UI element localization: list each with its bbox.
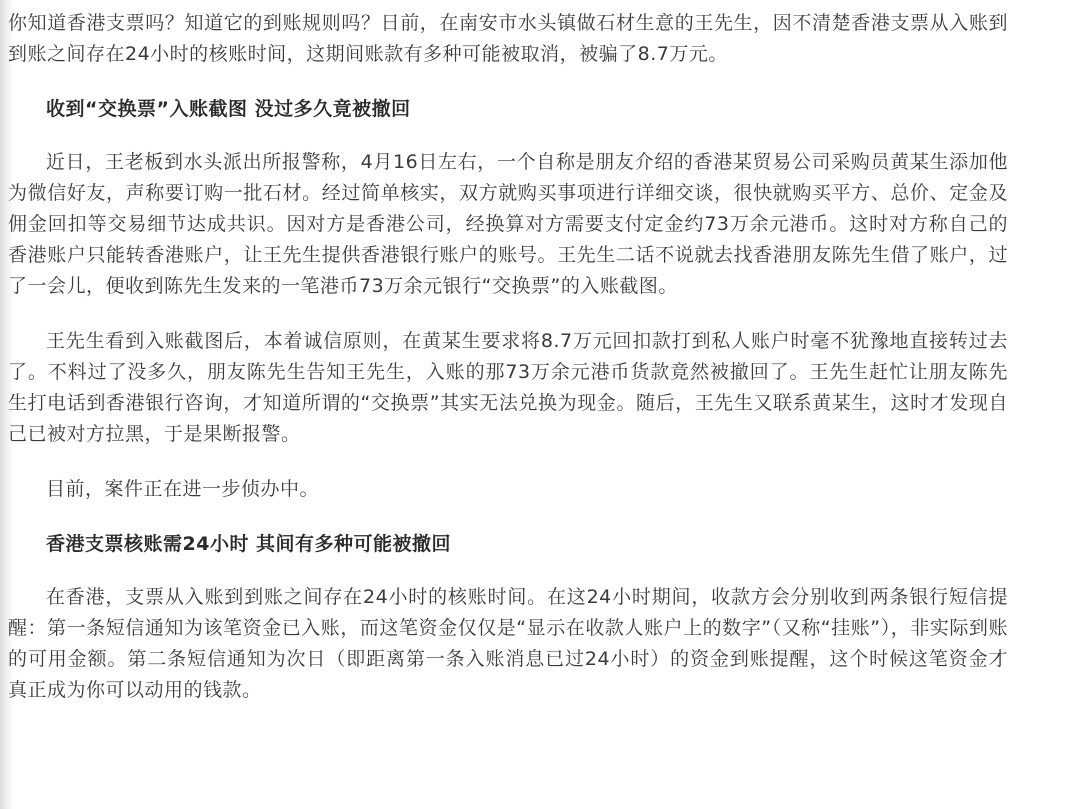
- intro-paragraph: 你知道香港支票吗？知道它的到账规则吗？日前，在南安市水头镇做石材生意的王先生，因不清楚香港支票从入账到到账之间存在24小时的核账时间，这期间账款有多种可能被取消，被骗了8.7万元。: [8, 12, 1008, 65]
- paragraph-4: 在香港，支票从入账到到账之间存在24小时的核账时间。在这24小时期间，收款方会分别收到两条银行短信提醒：第一条短信通知为该笔资金已入账，而这笔资金仅仅是“显示在收款人账户上的数字”（又称“挂账”），非实际到账的可用金额。第二条短信通知为次日（即距离第一条入账消息已过24小时）的资金到账提醒，这个时候这笔资金才真正成为你可以动用的钱款。: [8, 586, 1008, 701]
- section-heading-1: 收到“交换票”入账截图 没过多久竟被撤回: [46, 98, 411, 120]
- paragraph-3: 目前，案件正在进一步侦办中。: [46, 478, 320, 500]
- article-body: [8, 8, 1008, 706]
- paragraph-2: 王先生看到入账截图后，本着诚信原则，在黄某生要求将8.7万元回扣款打到私人账户时毫不犹豫地直接转过去了。不料过了没多久，朋友陈先生告知王先生，入账的那73万余元港币货款竟然被撤回了。王先生赶忙让朋友陈先生打电话到香港银行咨询，才知道所谓的“交换票”其实无法兑换为现金。随后，王先生又联系黄某生，这时才发现自己已被对方拉黑，于是果断报警。: [8, 330, 1008, 445]
- section-heading-2: 香港支票核账需24小时 其间有多种可能被撤回: [46, 533, 452, 555]
- paragraph-1: 近日，王老板到水头派出所报警称，4月16日左右，一个自称是朋友介绍的香港某贸易公司采购员黄某生添加他为微信好友，声称要订购一批石材。经过简单核实，双方就购买事项进行详细交谈，很快就购买平方、总价、定金及佣金回扣等交易细节达成共识。因对方是香港公司，经换算对方需要支付定金约73万余元港币。这时对方称自己的香港账户只能转香港账户，让王先生提供香港银行账户的账号。王先生二话不说就去找香港朋友陈先生借了账户，过了一会儿，便收到陈先生发来的一笔港币73万余元银行“交换票”的入账截图。: [8, 151, 1008, 297]
